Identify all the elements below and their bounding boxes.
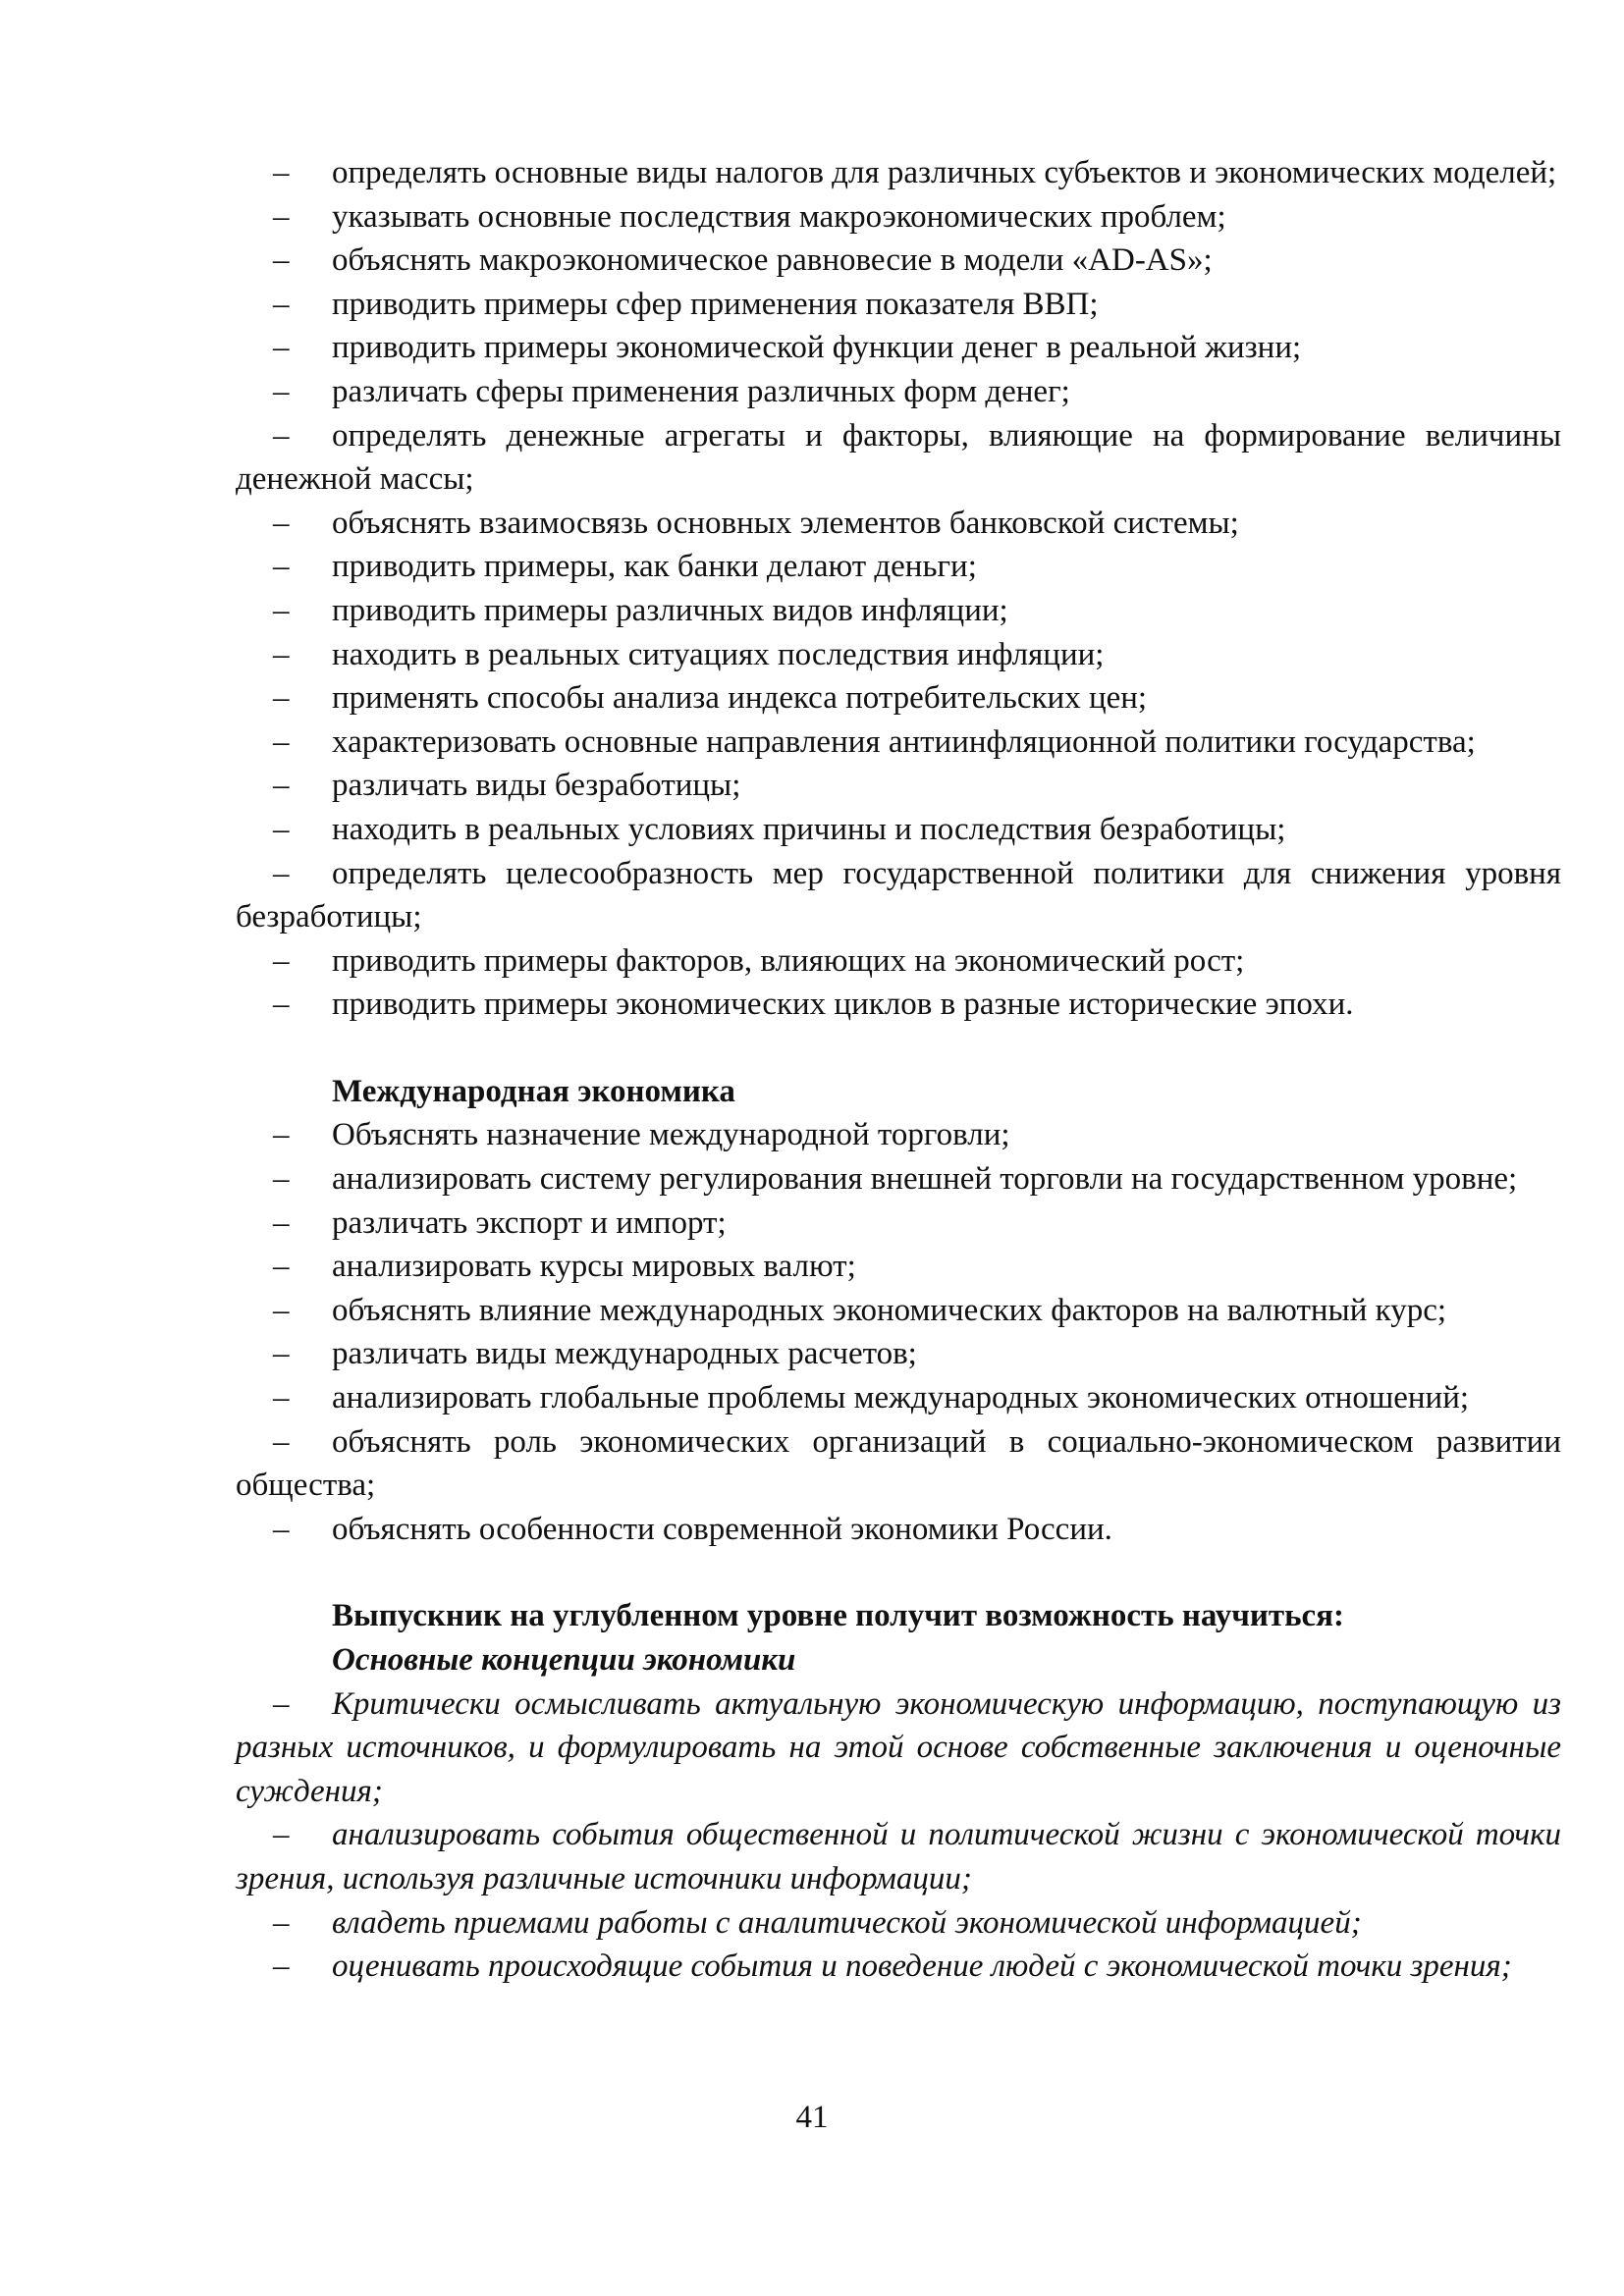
list-item-text: указывать основные последствия макроэкономических проблем; <box>332 198 1226 235</box>
document-page <box>236 151 1561 1989</box>
list-item-text: приводить примеры различных видов инфляции; <box>332 592 1008 628</box>
list-item-text: приводить примеры сфер применения показателя ВВП; <box>332 286 1099 322</box>
list-item <box>236 589 1561 633</box>
dash-bullet: – <box>273 1817 290 1853</box>
dash-bullet: – <box>273 549 290 585</box>
list-item-text: применять способы анализа индекса потребительских цен; <box>332 680 1148 717</box>
list-item <box>236 239 1561 283</box>
list-item-text: анализировать систему регулирования внешней торговли на государственном уровне; <box>332 1161 1518 1198</box>
list-item-text: определять основные виды налогов для различных субъектов и экономических моделей; <box>332 155 1557 190</box>
section-heading: Выпускник на углубленном уровне получит возможность научиться: <box>332 1598 1345 1634</box>
list-item-text: определять денежные агрегаты и факторы, влияющие на формирование величины денежной массы; <box>236 417 1561 498</box>
list-item <box>236 1682 1561 1814</box>
dash-bullet: – <box>273 198 290 235</box>
list-item-text: владеть приемами работы с аналитической экономической информацией; <box>332 1904 1362 1941</box>
list-item-text: объяснять роль экономических организаций в социально-экономическом развитии общества; <box>236 1423 1561 1504</box>
list-item-text: объяснять взаимосвязь основных элементов банковской системы; <box>332 505 1239 541</box>
list-item <box>236 1813 1561 1900</box>
list-economic-skills <box>236 151 1561 1027</box>
list-international-economy <box>236 1113 1561 1551</box>
list-item <box>236 1332 1561 1376</box>
list-item-text: приводить примеры экономических циклов в разные исторические эпохи. <box>332 987 1354 1023</box>
list-item <box>236 764 1561 808</box>
list-item <box>236 1420 1561 1508</box>
section-heading: Международная экономика <box>332 1073 735 1109</box>
list-item-text: приводить примеры факторов, влияющих на экономический рост; <box>332 942 1245 979</box>
list-item-text: различать виды безработицы; <box>332 768 741 804</box>
list-item-text: приводить примеры экономической функции денег в реальной жизни; <box>332 330 1302 366</box>
list-item <box>236 151 1561 195</box>
list-item <box>236 1201 1561 1246</box>
dash-bullet: – <box>273 1380 290 1416</box>
dash-bullet: – <box>273 1949 290 1985</box>
list-item <box>236 414 1561 502</box>
dash-bullet: – <box>273 155 290 190</box>
list-item-text: объяснять особенности современной экономики России. <box>332 1511 1112 1547</box>
list-item <box>236 808 1561 852</box>
dash-bullet: – <box>273 1904 290 1941</box>
dash-bullet: – <box>273 1511 290 1547</box>
dash-bullet: – <box>273 1249 290 1285</box>
list-item <box>236 1945 1561 1989</box>
list-item-text: анализировать курсы мировых валют; <box>332 1249 856 1285</box>
list-item <box>236 502 1561 546</box>
list-item <box>236 676 1561 721</box>
list-item-text: различать экспорт и импорт; <box>332 1204 727 1241</box>
list-item-text: находить в реальных условиях причины и последствия безработицы; <box>332 811 1286 847</box>
list-item-text: различать виды международных расчетов; <box>332 1336 917 1372</box>
page-number: 41 <box>795 2100 829 2135</box>
list-item-text: оценивать происходящие события и поведение людей с экономической точки зрения; <box>332 1949 1512 1985</box>
list-item-text: анализировать глобальные проблемы международных экономических отношений; <box>332 1380 1470 1416</box>
list-item <box>236 326 1561 370</box>
section-advanced-level <box>236 1594 1561 1988</box>
list-item <box>236 1376 1561 1420</box>
dash-bullet: – <box>273 1292 290 1328</box>
dash-bullet: – <box>273 1117 290 1153</box>
list-item <box>236 545 1561 589</box>
dash-bullet: – <box>273 680 290 717</box>
list-item <box>236 939 1561 984</box>
dash-bullet: – <box>273 636 290 672</box>
dash-bullet: – <box>273 987 290 1023</box>
dash-bullet: – <box>273 768 290 804</box>
list-item-text: приводить примеры, как банки делают деньги; <box>332 549 977 585</box>
list-advanced-concepts <box>236 1682 1561 1989</box>
dash-bullet: – <box>273 242 290 279</box>
list-item <box>236 852 1561 939</box>
dash-bullet: – <box>273 811 290 847</box>
list-item-text: Критически осмысливать актуальную экономическую информацию, поступающую из разных источников, и формулировать на этой основе собственные заключения и оценочные суждения; <box>236 1685 1561 1809</box>
list-item-text: Объяснять назначение международной торговли; <box>332 1117 1010 1153</box>
dash-bullet: – <box>273 1204 290 1241</box>
dash-bullet: – <box>273 505 290 541</box>
list-item-text: различать сферы применения различных форм денег; <box>332 373 1070 409</box>
list-item <box>236 370 1561 414</box>
list-item-text: анализировать события общественной и политической жизни с экономической точки зрения, используя различные источники информации; <box>236 1817 1561 1896</box>
list-item-text: объяснять влияние международных экономических факторов на валютный курс; <box>332 1292 1447 1328</box>
list-item-text: объяснять макроэкономическое равновесие в модели «AD-AS»; <box>332 242 1213 279</box>
section-subheading: Основные концепции экономики <box>332 1642 796 1678</box>
list-item-text: находить в реальных ситуациях последствия инфляции; <box>332 636 1105 672</box>
dash-bullet: – <box>273 1161 290 1198</box>
dash-bullet: – <box>273 286 290 322</box>
list-item <box>236 1157 1561 1201</box>
list-item <box>236 1245 1561 1289</box>
list-item-text: характеризовать основные направления антиинфляционной политики государства; <box>332 723 1476 760</box>
dash-bullet: – <box>273 1423 290 1460</box>
list-item <box>236 1289 1561 1333</box>
list-item <box>236 195 1561 240</box>
list-item <box>236 1113 1561 1157</box>
dash-bullet: – <box>273 592 290 628</box>
list-item <box>236 983 1561 1027</box>
list-item <box>236 1508 1561 1552</box>
dash-bullet: – <box>273 723 290 760</box>
list-item <box>236 283 1561 327</box>
list-item <box>236 721 1561 765</box>
dash-bullet: – <box>273 373 290 409</box>
list-item-text: определять целесообразность мер государственной политики для снижения уровня безработицы; <box>236 855 1561 935</box>
dash-bullet: – <box>273 1336 290 1372</box>
dash-bullet: – <box>273 1685 290 1722</box>
dash-bullet: – <box>273 417 290 454</box>
list-item <box>236 633 1561 677</box>
dash-bullet: – <box>273 855 290 891</box>
list-item <box>236 1901 1561 1946</box>
dash-bullet: – <box>273 330 290 366</box>
dash-bullet: – <box>273 942 290 979</box>
section-international-economy <box>236 1070 1561 1552</box>
